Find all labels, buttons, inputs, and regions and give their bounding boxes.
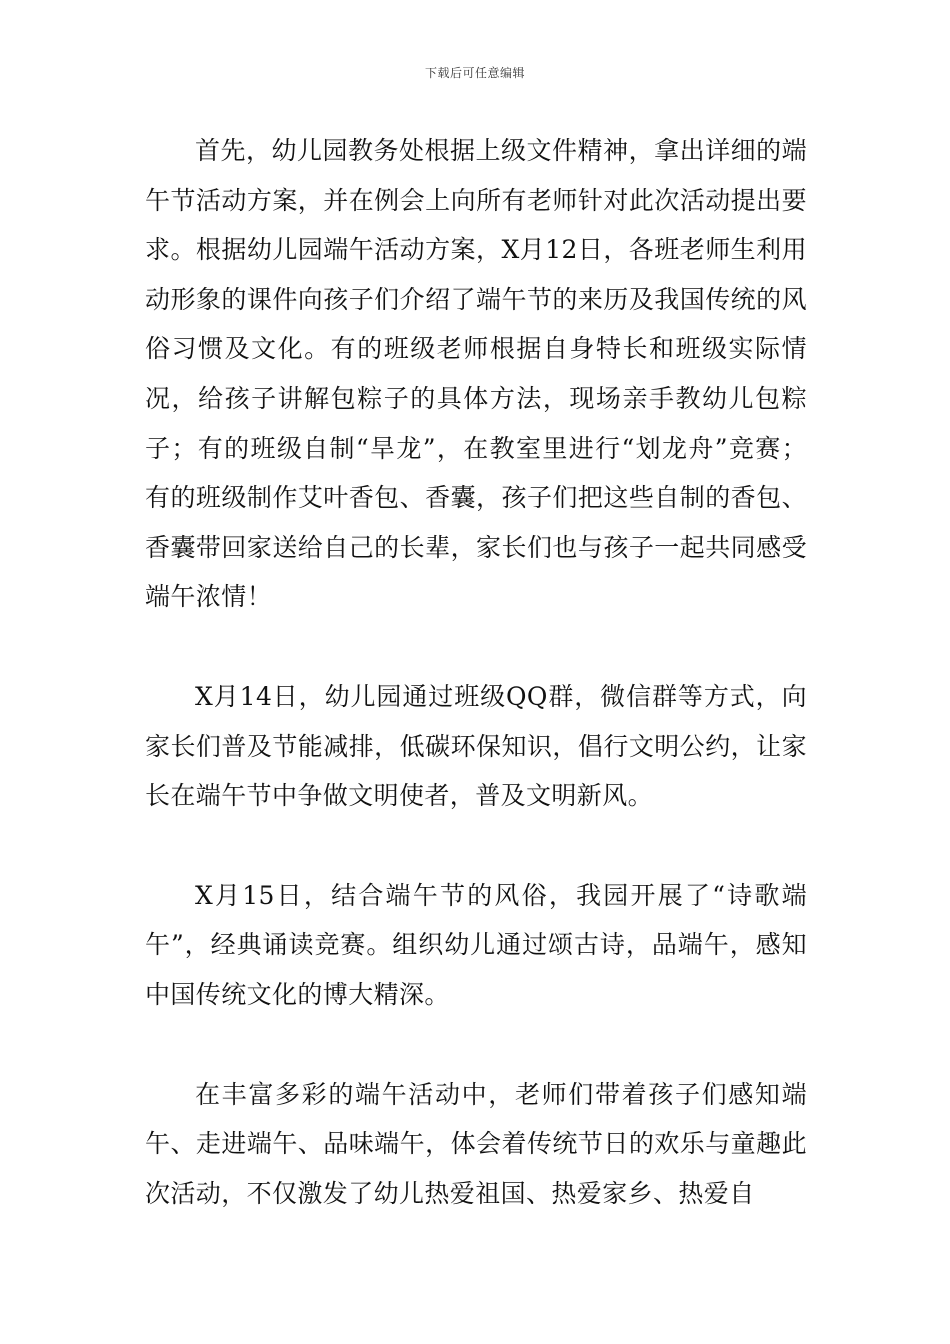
paragraph-summary: 在丰富多彩的端午活动中，老师们带着孩子们感知端午、走进端午、品味端午，体会着传统节日的欢乐与童趣此次活动，不仅激发了幼儿热爱祖国、热爱家乡、热爱自: [145, 1079, 807, 1208]
header-note: 下载后可任意编辑: [424, 66, 525, 80]
paragraph-poetry-contest: X月15日，结合端午节的风俗，我园开展了“诗歌端午”，经典诵读竞赛。组织幼儿通过颂古诗，品端午，感知中国传统文化的博大精深。: [145, 880, 807, 1009]
paragraph-preparation: 首先，幼儿园教务处根据上级文件精神，拿出详细的端午节活动方案，并在例会上向所有老师针对此次活动提出要求。根据幼儿园端午活动方案，X月12日，各班老师生利用动形象的课件向孩子们介绍了端午节的来历及我国传统的风俗习惯及文化。有的班级老师根据自身特长和班级实际情况，给孩子讲解包粽子的具体方法，现场亲手教幼儿包粽子；有的班级自制“旱龙”，在教室里进行“划龙舟”竞赛；有的班级制作艾叶香包、香囊，孩子们把这些自制的香包、香囊带回家送给自己的长辈，家长们也与孩子一起共同感受端午浓情！: [145, 136, 807, 612]
paragraph-qq-wechat: X月14日，幼儿园通过班级QQ群，微信群等方式，向家长们普及节能减排，低碳环保知识，倡行文明公约，让家长在端午节中争做文明使者，普及文明新风。: [145, 681, 807, 811]
document-body: [145, 126, 807, 1218]
